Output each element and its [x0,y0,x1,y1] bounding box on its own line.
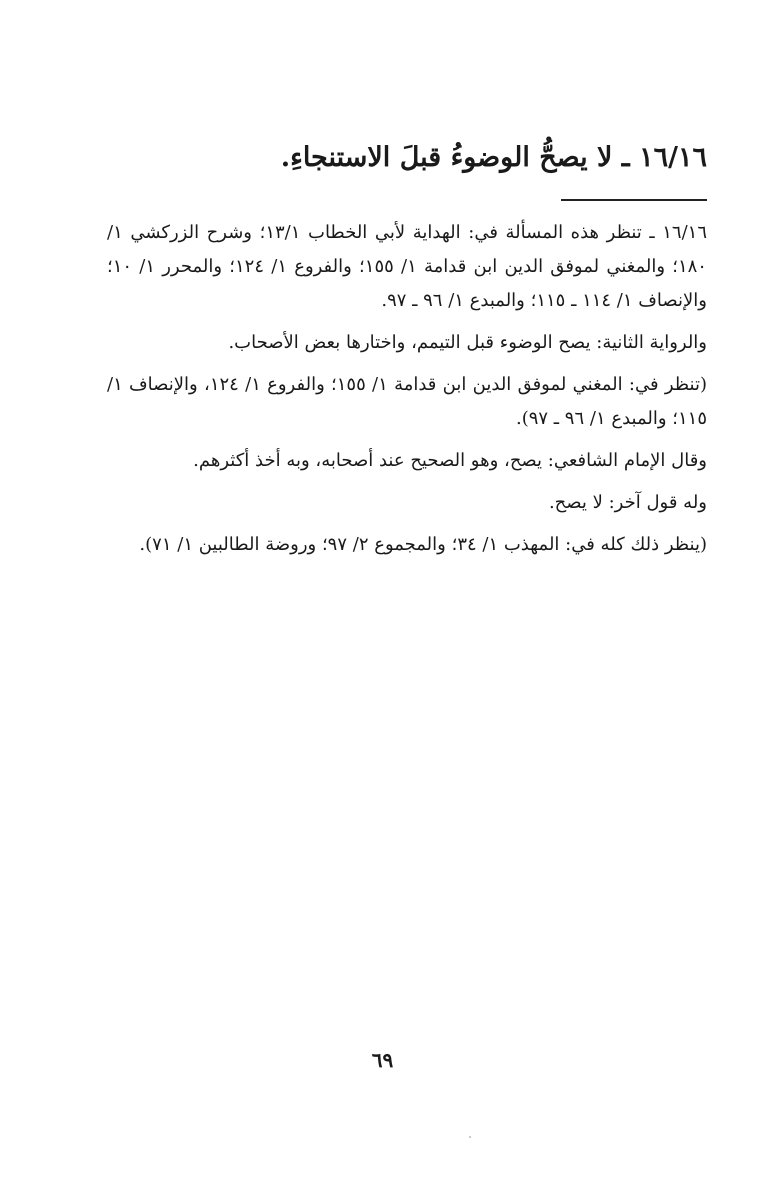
footnote-shafii-opinion: وقال الإمام الشافعي: يصح، وهو الصحيح عند أصحابه، وبه أخذ أكثرهم. [193,450,707,471]
footnote-other-opinion: وله قول آخر: لا يصح. [548,492,707,513]
page-number: ٦٩ [371,1048,394,1072]
footnote-second-narration: والرواية الثانية: يصح الوضوء قبل التيمم، واختارها بعض الأصحاب. [228,332,707,353]
footnote-shafii-references: (ينظر ذلك كله في: المهذب ١/ ٣٤؛ والمجموع ٢/ ٩٧؛ وروضة الطالبين ١/ ٧١). [139,534,707,555]
footnote-main: ١٦/١٦ ـ تنظر هذه المسألة في: الهداية لأبي الخطاب ١٣/١؛ وشرح الزركشي ١/ ١٨٠؛ والمغني لموفق الدين ابن قدامة ١/ ١٥٥؛ والفروع ١/ ١٢٤؛ والمحرر ١/ ١٠؛ والإنصاف ١/ ١١٤ ـ ١١٥؛ والمبدع ١/ ٩٦ ـ ٩٧. [107,222,707,311]
footnote-divider [561,199,707,201]
footnote-references: (تنظر في: المغني لموفق الدين ابن قدامة ١/ ١٥٥؛ والفروع ١/ ١٢٤، والإنصاف ١/ ١١٥؛ والمبدع ١/ ٩٦ ـ ٩٧). [107,374,708,429]
section-heading: ١٦/١٦ ـ لا يصحُّ الوضوءُ قبلَ الاستنجاءِ. [280,142,707,173]
scan-speck [469,1136,471,1138]
footnotes [107,216,707,570]
